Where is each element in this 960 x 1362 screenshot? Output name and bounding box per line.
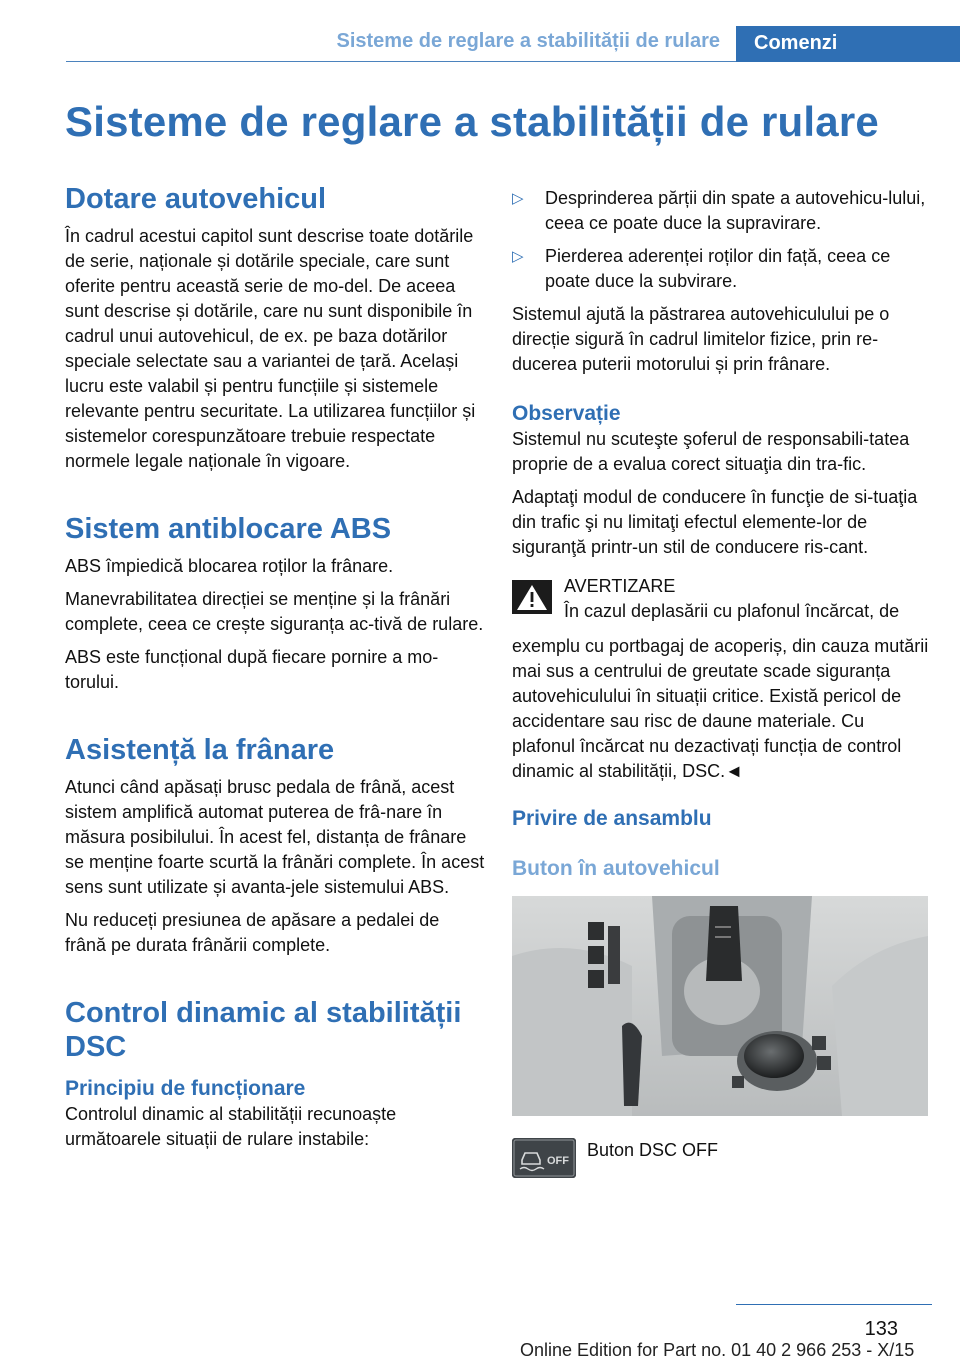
header-section-title: Sisteme de reglare a stabilității de rulare (336, 30, 720, 52)
list-item-text: Desprinderea părții din spate a autovehicu‐lului, ceea ce poate duce la supravirare. (545, 188, 926, 233)
warning-title: AVERTIZARE (564, 576, 676, 596)
paragraph: Manevrabilitatea direcției se menține și la frânări complete, ceea ce crește siguranța ac‐tivă de rulare. (65, 589, 484, 634)
page-number: 133 (864, 1318, 898, 1340)
header-chapter-tab: Comenzi (736, 26, 960, 62)
right-column (512, 186, 932, 1182)
paragraph: Nu reduceți presiunea de apăsare a pedalei de frână pe durata frânării complete. (65, 910, 440, 955)
section-title-dsc: Control dinamic al stabilității DSC (65, 997, 462, 1063)
center-console-photo (512, 896, 928, 1116)
triangle-bullet-icon: ▷ (512, 248, 524, 265)
warning-text: În cazul deplasării cu plafonul încărcat, de (564, 601, 900, 621)
list-item (512, 244, 932, 294)
running-header (0, 26, 960, 62)
triangle-bullet-icon: ▷ (512, 190, 524, 207)
footer-rule (736, 1304, 932, 1305)
section-title-brake-assist: Asistență la frânare (65, 734, 335, 766)
caption-text: Buton DSC OFF (587, 1140, 719, 1160)
list-item-text: Pierderea aderenței roților din față, ceea ce poate duce la subvirare. (545, 246, 891, 291)
paragraph: Sistemul nu scuteşte şoferul de responsabili‐tatea proprie de a evalua corect situaţia din tra‐fic. (512, 429, 910, 474)
paragraph: ABS este funcțional după fiecare pornire a mo‐torului. (65, 647, 439, 692)
left-column (65, 182, 485, 1152)
paragraph: Atunci când apăsați brusc pedala de frână, acest sistem amplifică automat puterea de frâ‐nare în măsura posibilului. În acest fel, distanța de frânare se menține foarte scurtă la frânări complete. În acest sens sunt utilizate și avanta‐jele sistemului ABS. (65, 777, 485, 897)
warning-triangle-icon (512, 580, 552, 614)
subsection-title-overview: Privire de ansamblu (512, 807, 712, 830)
page-title: Sisteme de reglare a stabilității de rulare (65, 98, 879, 145)
header-rule (66, 61, 736, 62)
svg-text:OFF: OFF (547, 1155, 569, 1167)
dsc-off-button-icon (512, 1138, 576, 1178)
subsection-title-button: Buton în autovehicul (512, 857, 720, 880)
warning-text-continued: exemplu cu portbagaj de acoperiș, din cauza mutării mai sus a centrului de greutate scade siguranța autovehiculului în situații critice. Există pericol de accidentare sau risc de daune materiale. Cu plafonul încărcat nu dezactivați funcția de control dinamic al stabilității, DSC.◄ (512, 636, 929, 781)
paragraph: În cadrul acestui capitol sunt descrise toate dotările de serie, naționale și dotările speciale, care sunt oferite pentru această serie de mo‐del. De aceea sunt descrise și dotările, care nu sunt disponibile în cadrul unui autovehicul, de ex. pe baza dotărilor speciale selectate sau a variantei de țară. Același lucru este valabil și pentru funcțiile și sistemele relevante pentru securitate. La utilizarea funcțiilor și sistemelor corespunzătoare trebuie respectate normele legale naționale în vigoare. (65, 226, 476, 471)
paragraph: Adaptaţi modul de conducere în funcţie de si‐tuaţia din trafic şi nu limitaţi efectul elemente‐lor de siguranţă printr-un stil de conducere ris‐cant. (512, 487, 918, 557)
paragraph: ABS împiedică blocarea roților la frânare. (65, 556, 394, 576)
subsection-title-observation: Observație (512, 402, 621, 425)
subsection-title-principle: Principiu de funcționare (65, 1077, 306, 1100)
figure-caption (512, 1138, 932, 1182)
warning-block (512, 574, 932, 634)
section-title-abs: Sistem antiblocare ABS (65, 513, 392, 545)
footer-edition: Online Edition for Part no. 01 40 2 966 253 - X/15 (520, 1340, 915, 1360)
paragraph: Controlul dinamic al stabilității recunoaște următoarele situații de rulare instabile: (65, 1104, 397, 1149)
list-item (512, 186, 932, 236)
paragraph: Sistemul ajută la păstrarea autovehiculului pe o direcție sigură în cadrul limitelor fizice, prin re‐ducerea puterii motorului și prin frânare. (512, 304, 890, 374)
section-title-dotare: Dotare autovehicul (65, 183, 327, 215)
